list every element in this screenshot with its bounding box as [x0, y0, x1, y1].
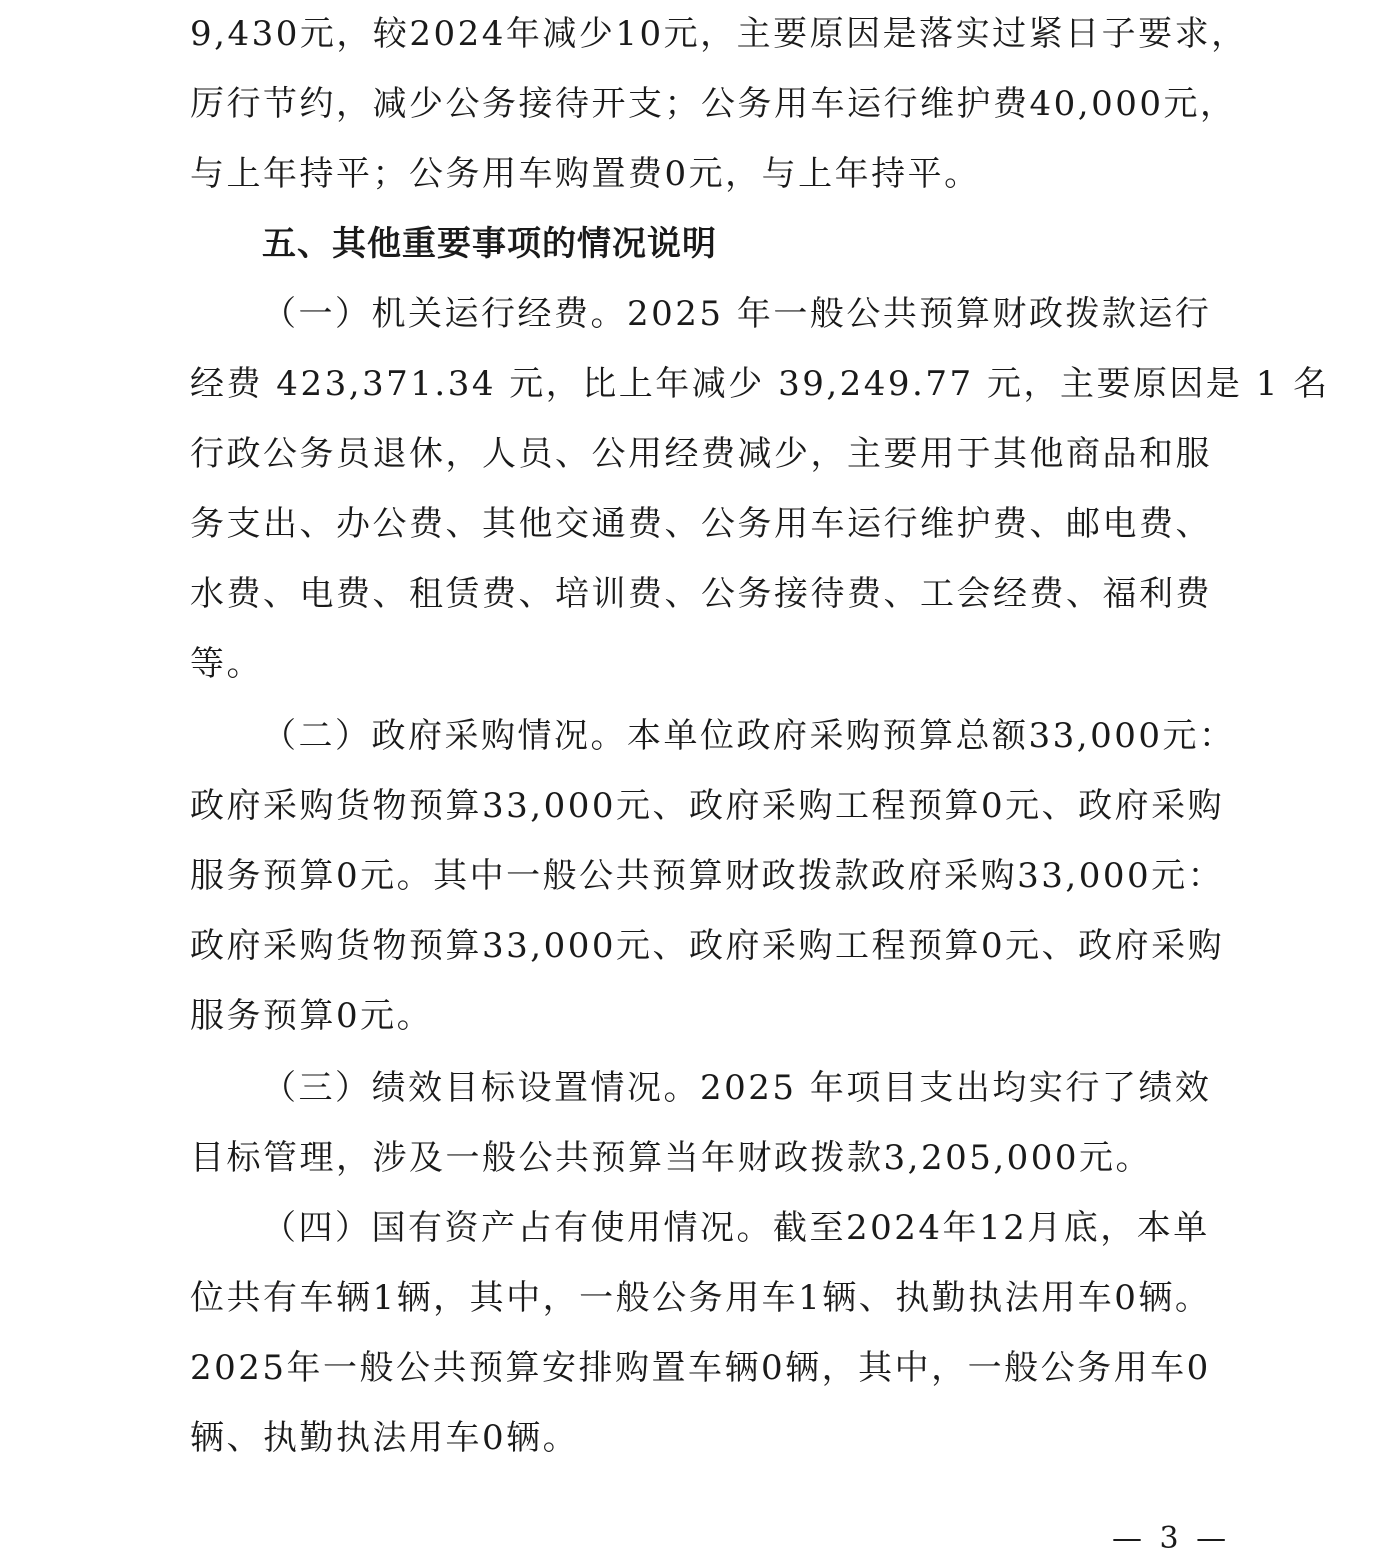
- text-line: 经费 423,371.34 元，比上年减少 39,249.77 元，主要原因是 1 名: [190, 364, 1330, 404]
- section-heading: 五、其他重要事项的情况说明: [262, 224, 717, 264]
- text-line: 与上年持平；公务用车购置费0元，与上年持平。: [190, 154, 981, 194]
- text-line: 服务预算0元。其中一般公共预算财政拨款政府采购33,000元：: [190, 856, 1225, 896]
- text-line: 9,430元，较2024年减少10元，主要原因是落实过紧日子要求，: [190, 14, 1248, 54]
- text-line: 2025年一般公共预算安排购置车辆0辆，其中，一般公务用车0: [190, 1348, 1211, 1388]
- text-line: 位共有车辆1辆，其中，一般公务用车1辆、执勤执法用车0辆。: [190, 1278, 1212, 1318]
- text-line: 务支出、办公费、其他交通费、公务用车运行维护费、邮电费、: [190, 504, 1212, 544]
- text-line: 服务预算0元。: [190, 996, 434, 1036]
- text-line: 等。: [190, 644, 263, 684]
- text-line: 行政公务员退休，人员、公用经费减少，主要用于其他商品和服: [190, 434, 1212, 474]
- paragraph-start: （一）机关运行经费。2025 年一般公共预算财政拨款运行: [262, 294, 1212, 334]
- text-line: 辆、执勤执法用车0辆。: [190, 1418, 580, 1458]
- text-line: 政府采购货物预算33,000元、政府采购工程预算0元、政府采购: [190, 786, 1225, 826]
- text-line: 厉行节约，减少公务接待开支；公务用车运行维护费40,000元，: [190, 84, 1237, 124]
- paragraph-start: （三）绩效目标设置情况。2025 年项目支出均实行了绩效: [262, 1068, 1212, 1108]
- text-line: 政府采购货物预算33,000元、政府采购工程预算0元、政府采购: [190, 926, 1225, 966]
- paragraph-start: （二）政府采购情况。本单位政府采购预算总额33,000元：: [262, 716, 1236, 756]
- text-line: 目标管理，涉及一般公共预算当年财政拨款3,205,000元。: [190, 1138, 1153, 1178]
- page-number: — 3 —: [1112, 1521, 1231, 1556]
- text-line: 水费、电费、租赁费、培训费、公务接待费、工会经费、福利费: [190, 574, 1212, 614]
- paragraph-start: （四）国有资产占有使用情况。截至2024年12月底，本单: [262, 1208, 1210, 1248]
